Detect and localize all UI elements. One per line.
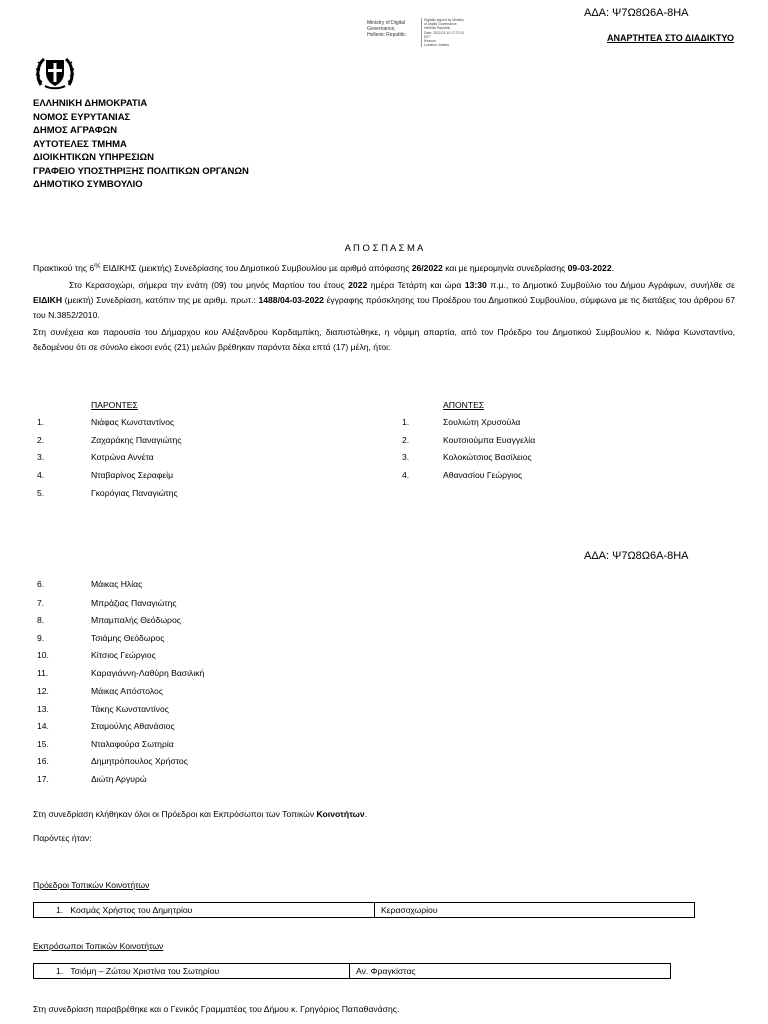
list-item: Μάικας Ηλίας bbox=[91, 579, 143, 589]
ada-code-top: ΑΔΑ: Ψ7Ω8Ω6Α-8ΗΑ bbox=[584, 7, 689, 19]
ada-code-page2: ΑΔΑ: Ψ7Ω8Ω6Α-8ΗΑ bbox=[584, 550, 689, 562]
header-line: ΔΗΜΟΣ ΑΓΡΑΦΩΝ bbox=[33, 125, 118, 136]
document-title: Α Π Ο Σ Π Α Σ Μ Α bbox=[344, 243, 424, 254]
list-item: Τάκης Κωνσταντίνος bbox=[91, 704, 169, 714]
list-item: 10. bbox=[37, 650, 49, 660]
list-item: Κίτσιος Γεώργιος bbox=[91, 650, 156, 660]
list-item: 14. bbox=[37, 721, 49, 731]
presidents-table-row bbox=[33, 902, 695, 918]
list-item: 16. bbox=[37, 756, 49, 766]
signature-details: Digitally signed by Ministry of Digital Governance, Hellenic Republic Date: 2022.03.14 17:27:01 EET Reason: Location: Athens bbox=[421, 18, 484, 47]
list-item: 9. bbox=[37, 633, 45, 643]
list-item: 17. bbox=[37, 774, 49, 784]
list-item: 7. bbox=[37, 598, 45, 608]
representative-name-cell: 1. Τσιόμη – Ζώτου Χριστίνα του Σωτηρίου bbox=[56, 966, 220, 976]
list-item: Κολοκώτσιος Βασίλειος bbox=[443, 452, 532, 462]
minutes-reference-paragraph: Πρακτικού της $6^{\eta\varsigma}$ ΕΙΔΙΚΗΣ (μεικτής) Συνεδρίασης του Δημοτικού Συμβουλίου με αριθμό απόφασης 26/2022 και με ημερομηνία συνεδρίασης 09-03-2022. bbox=[33, 262, 615, 273]
issuer-header bbox=[33, 97, 249, 192]
header-line: ΓΡΑΦΕΙΟ ΥΠΟΣΤΗΡΙΞΗΣ ΠΟΛΙΤΙΚΩΝ ΟΡΓΑΝΩΝ bbox=[33, 165, 249, 177]
absent-heading: ΑΠΟΝΤΕΣ bbox=[443, 400, 485, 410]
list-item: Διώτη Αργυρώ bbox=[91, 774, 147, 784]
post-online-notice: ΑΝΑΡΤΗΤΕΑ ΣΤΟ ΔΙΑΔΙΚΤΥΟ bbox=[607, 33, 734, 43]
list-item: 8. bbox=[37, 615, 45, 625]
signature-issuer: Ministry of Digital Governance, Hellenic Republic bbox=[367, 20, 406, 38]
president-community-cell: Κερασοχωρίου bbox=[374, 903, 694, 917]
list-item: Νταβαρίνος Σεραφείμ bbox=[91, 470, 174, 480]
list-item: 4. bbox=[402, 470, 410, 480]
list-item: 1. bbox=[402, 417, 410, 427]
list-item: Αθανασίου Γεώργιος bbox=[443, 470, 523, 480]
list-item: Τσιάμης Θεόδωρος bbox=[91, 633, 165, 643]
header-line: ΕΛΛΗΝΙΚΗ ΔΗΜΟΚΡΑΤΙΑ bbox=[33, 98, 148, 109]
list-item: 12. bbox=[37, 686, 49, 696]
list-item: Νιάφας Κωνσταντίνος bbox=[91, 417, 175, 427]
list-item: 2. bbox=[37, 435, 45, 445]
list-item: 1. bbox=[37, 417, 45, 427]
list-item: 4. bbox=[37, 470, 45, 480]
list-item: Σταμούλης Αθανάσιος bbox=[91, 721, 175, 731]
list-item: Κοτρώνα Αννέτα bbox=[91, 452, 154, 462]
session-convening-paragraph: Στο Κερασοχώρι, σήμερα την ενάτη (09) του μηνός Μαρτίου του έτους 2022 ημέρα Τετάρτη και ώρα 13:30 π.μ., το Δημοτικό Συμβούλιο του Δήμου Αγράφων, συνήλθε σε ΕΙΔΙΚΗ (μεικτή) Συνεδρίαση, κατόπιν της με αριθμ. πρωτ.: 1488/04-03-2022 έγγραφης πρόσκλησης του Προέδρου του Δημοτικού Συμβουλίου, σύμφωνα με τις διατάξεις του άρθρου 67 του Ν.3852/2010. bbox=[33, 280, 736, 320]
list-item: 2. bbox=[402, 435, 410, 445]
header-line: ΝΟΜΟΣ ΕΥΡΥΤΑΝΙΑΣ bbox=[33, 111, 131, 123]
representatives-table-row bbox=[33, 963, 671, 979]
list-item: 6. bbox=[37, 579, 45, 589]
list-item: 15. bbox=[37, 739, 49, 749]
header-line: ΔΗΜΟΤΙΚΟ ΣΥΜΒΟΥΛΙΟ bbox=[33, 179, 143, 190]
coat-of-arms-icon bbox=[35, 55, 75, 93]
list-item: 3. bbox=[37, 452, 45, 462]
list-item: 13. bbox=[37, 704, 49, 714]
invited-statement: Στη συνεδρίαση κλήθηκαν όλοι οι Πρόεδροι και Εκπρόσωποι των Τοπικών Κοινοτήτων. bbox=[33, 809, 368, 819]
president-name-cell: 1. Κοσμάς Χρήστος του Δημητρίου bbox=[56, 905, 193, 915]
list-item: 11. bbox=[37, 668, 49, 678]
list-item: Γκορόγιας Παναγιώτης bbox=[91, 488, 178, 498]
list-item: Νταλαφούρα Σωτηρία bbox=[91, 739, 174, 749]
list-item: Κουτσιούμπα Ευαγγελία bbox=[443, 435, 536, 445]
list-item: Καραγιάννη-Λαθύρη Βασιλική bbox=[91, 668, 205, 678]
quorum-paragraph: Στη συνέχεια και παρουσία του Δήμαρχου κου Αλέξανδρου Καρδαμπίκη, διαπιστώθηκε, η νόμιμη απαρτία, από τον Πρόεδρο του Δημοτικού Συμβουλίου κ. Νιάφα Κωνσταντίνο, δεδομένου ότι σε σύνολο είκοσι ενός (21) μελών βρέθηκαν παρόντα δέκα επτά (17) μέλη, ήτοι: bbox=[33, 327, 735, 352]
list-item: Δημητρόπουλος Χρήστος bbox=[91, 756, 188, 766]
header-line: ΔΙΟΙΚΗΤΙΚΩΝ ΥΠΗΡΕΣΙΩΝ bbox=[33, 152, 155, 163]
secretary-statement: Στη συνεδρίαση παραβρέθηκε και ο Γενικός Γραμματέας του Δήμου κ. Γρηγόριος Παπαθανάσης. bbox=[33, 1004, 400, 1014]
list-item: Ζαχαράκης Παναγιώτης bbox=[91, 435, 182, 445]
present-heading: ΠΑΡΟΝΤΕΣ bbox=[91, 400, 138, 410]
header-line: ΑΥΤΟΤΕΛΕΣ ΤΜΗΜΑ bbox=[33, 138, 127, 150]
list-item: Σουλιώτη Χρυσούλα bbox=[443, 417, 521, 427]
representatives-heading: Εκπρόσωποι Τοπικών Κοινοτήτων bbox=[33, 941, 164, 951]
present-were-label: Παρόντες ήταν: bbox=[33, 833, 92, 843]
representative-community-cell: Αν. Φραγκίστας bbox=[349, 964, 670, 978]
presidents-heading: Πρόεδροι Τοπικών Κοινοτήτων bbox=[33, 880, 150, 890]
list-item: 5. bbox=[37, 488, 45, 498]
list-item: Μπράζιας Παναγιώτης bbox=[91, 598, 177, 608]
list-item: Μάικας Απόστολος bbox=[91, 686, 163, 696]
list-item: 3. bbox=[402, 452, 410, 462]
list-item: Μπαμπαλής Θεόδωρος bbox=[91, 615, 181, 625]
